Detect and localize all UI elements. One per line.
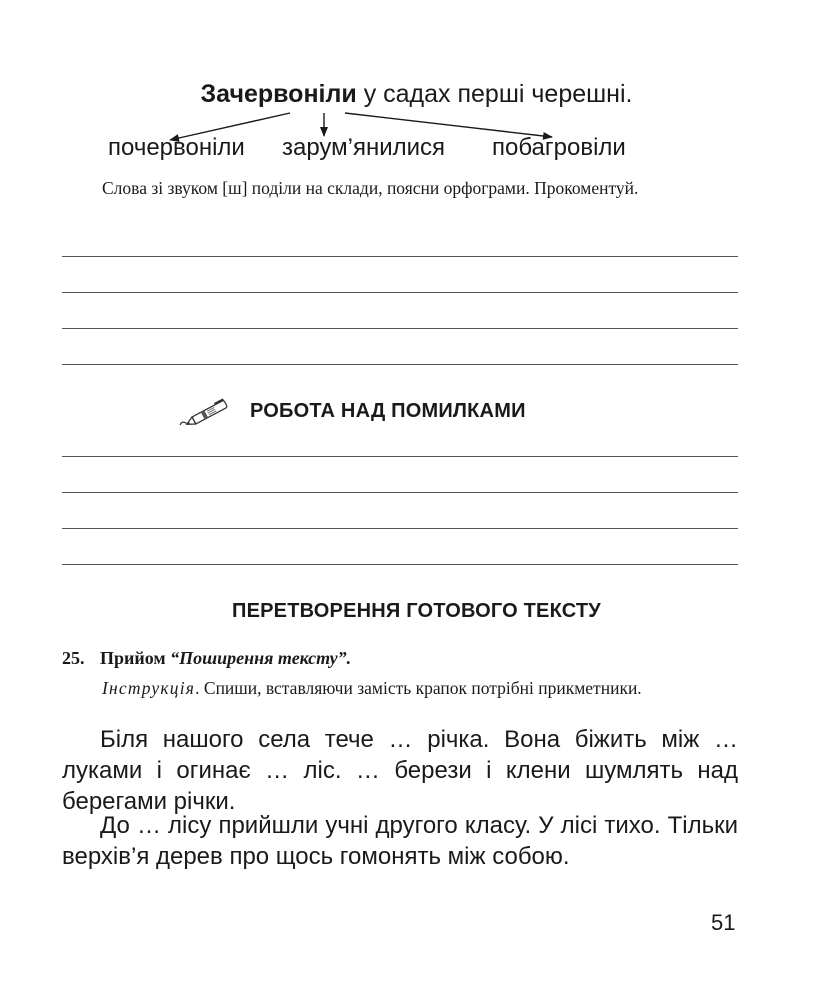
exercise-paragraph-1 [62,724,738,817]
synonym-1: почервоніли [108,134,245,161]
synonym-2: зарум’янилися [282,134,446,161]
paragraph-2-text: До … лісу прийшли учні другого класу. У лісі тихо. Тільки верхів’я дерев про щось гомонять між собою. [62,812,738,870]
instruction-label: Інструкція [102,678,196,698]
section-title: ПЕРЕТВОРЕННЯ ГОТОВОГО ТЕКСТУ [232,600,601,622]
writing-line-1[interactable] [62,256,738,257]
exercise-title [100,648,351,669]
sentence-rest: у садах перші черешні. [356,80,633,108]
error-section-title: РОБОТА НАД ПОМИЛКАМИ [250,400,526,422]
pen-icon [178,395,236,431]
synonym-3: побагровіли [492,134,626,161]
exercise-paragraph-2 [62,810,738,872]
paragraph-1-text: Біля нашого села тече … річка. Вона біжить між … луками і огинає … ліс. … берези і клени шумлять над берегами річки. [62,726,738,815]
task-instruction: Слова зі звуком [ш] поділи на склади, поясни орфограми. Прокоментуй. [102,178,639,198]
writing-line-3[interactable] [62,328,738,329]
page-number: 51 [711,910,736,935]
exercise-number: 25. [62,648,85,668]
exercise-title-prefix: Прийом [100,648,171,668]
writing-line-2[interactable] [62,292,738,293]
writing-line-7[interactable] [62,528,738,529]
exercise-title-italic: “Поширення тексту”. [170,648,352,668]
exercise-instruction [102,676,742,700]
synonym-arrows [0,0,833,200]
writing-line-4[interactable] [62,364,738,365]
writing-line-8[interactable] [62,564,738,565]
instruction-text: . Спиши, вставляючи замість крапок потрібні прикметники. [195,678,642,698]
sentence-bold-word: Зачервоніли [200,80,357,108]
writing-line-6[interactable] [62,492,738,493]
writing-line-5[interactable] [62,456,738,457]
